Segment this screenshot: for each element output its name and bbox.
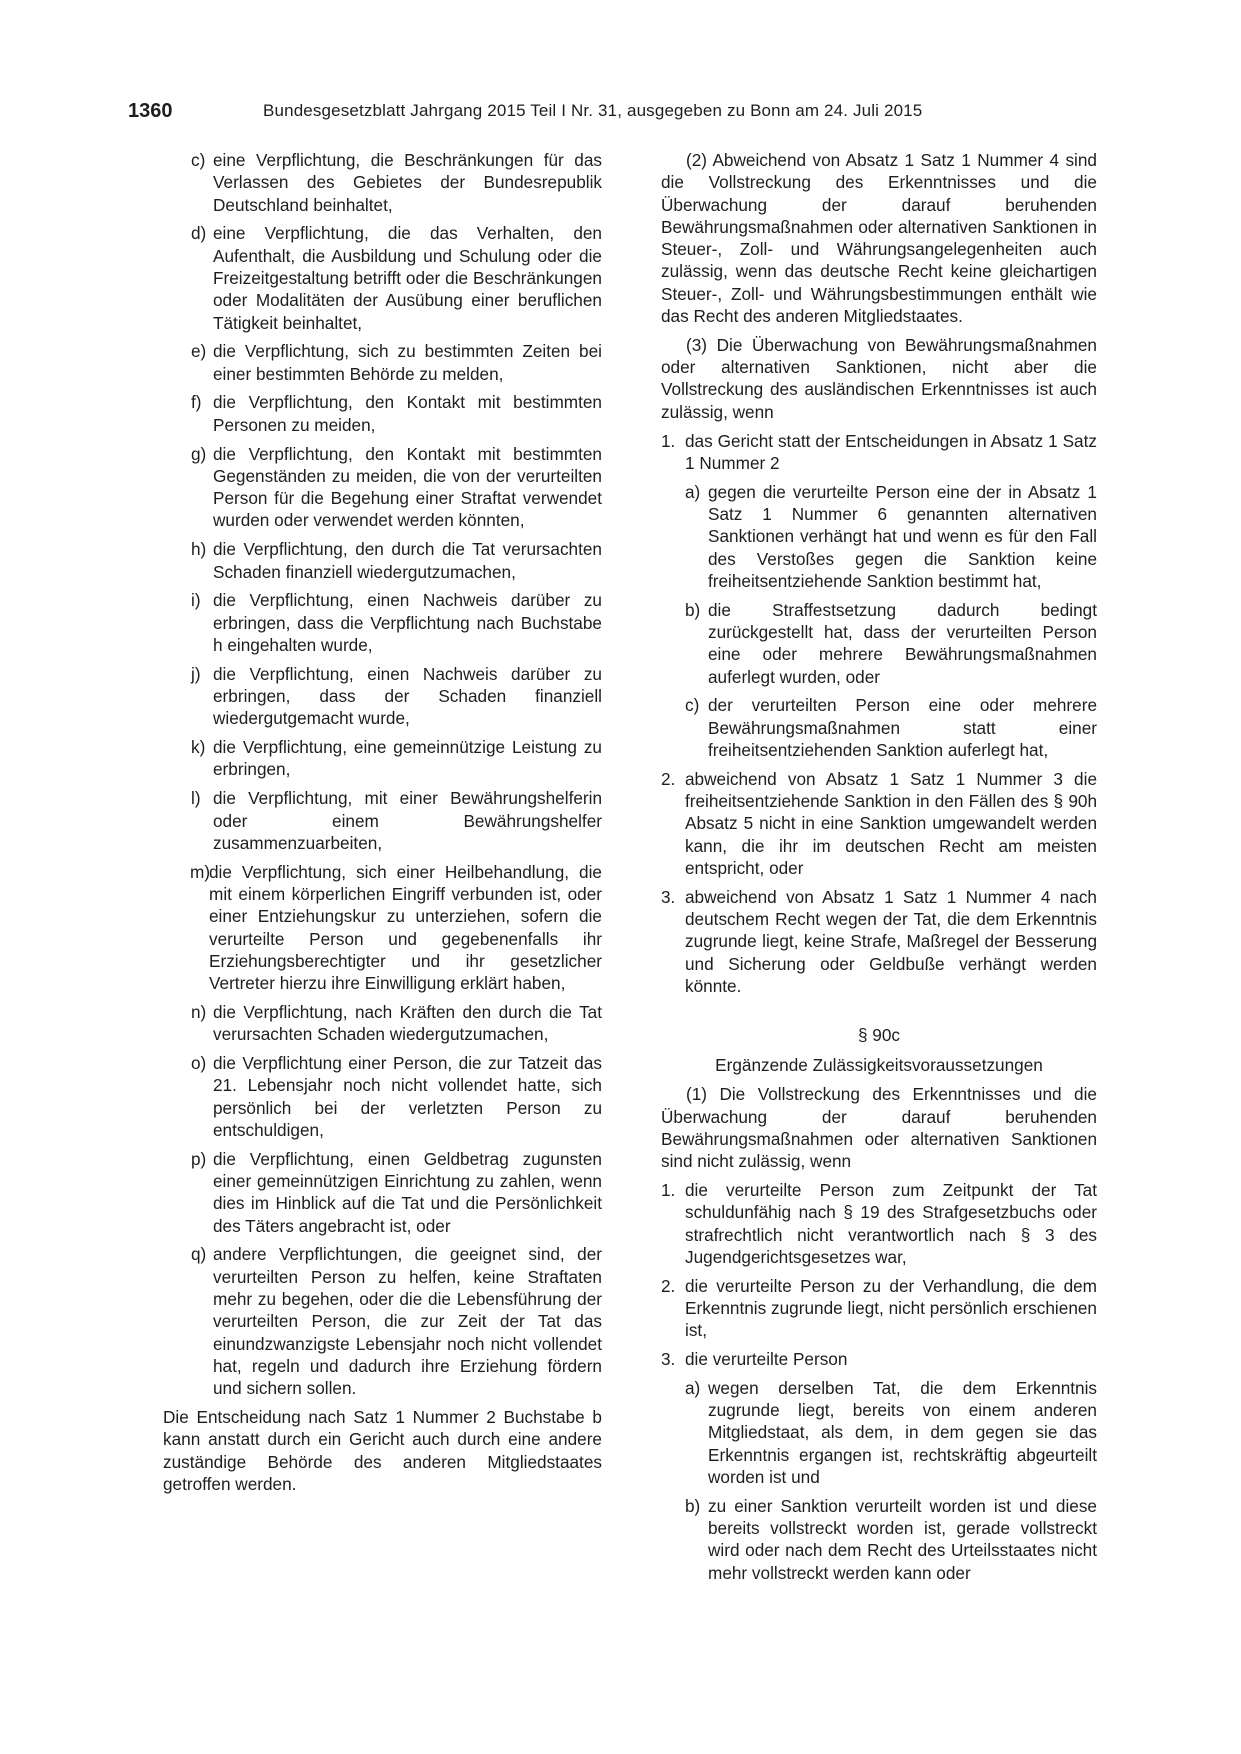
item-text: das Gericht statt der Entscheidungen in Absatz 1 Satz 1 Nummer 2	[685, 430, 1097, 473]
item-text: wegen derselben Tat, die dem Erkenntnis zugrunde liegt, bereits von einem anderen Mitgliedstaat, als dem, in dem gegen sie das Erkenntnis ergangen ist, rechtskräftig abgeurteilt worden ist und	[708, 1377, 1097, 1488]
item-text: die Verpflichtung, den Kontakt mit bestimmten Personen zu meiden,	[213, 392, 602, 435]
list-item	[163, 1243, 602, 1399]
item-text: abweichend von Absatz 1 Satz 1 Nummer 3 die freiheitsentziehende Sanktion in den Fällen des § 90h Absatz 5 nicht in eine Sanktion umgewandelt werden kann, die ihr im deutschen Recht am meisten entspricht, oder	[685, 768, 1097, 878]
item-label: l)	[191, 788, 201, 809]
item-label: c)	[685, 695, 700, 716]
item-text: die Verpflichtung, einen Geldbetrag zugunsten einer gemeinnützigen Einrichtung zu zahlen, wenn dies im Hinblick auf die Tat und die Persönlichkeit des Täters angebracht ist, oder	[213, 1148, 602, 1236]
list-item	[163, 538, 602, 583]
item-text: gegen die verurteilte Person eine der in Absatz 1 Satz 1 Nummer 6 genannten alternativen Sanktionen verhängt hat und wenn es für den Fall des Verstoßes gegen die Sanktion keine freiheitsentziehende Sanktion bestimmt hat,	[708, 481, 1097, 591]
item-text: die Verpflichtung, den Kontakt mit bestimmten Gegenständen zu meiden, die von der verurteilten Person für die Begehung einer Straftat verwendet wurden oder verwendet werden könnten,	[213, 443, 602, 531]
list-item	[163, 663, 602, 730]
numbered-item	[661, 1179, 1097, 1268]
list-item	[163, 589, 602, 656]
list-item	[163, 222, 602, 333]
item-text: die Verpflichtung, mit einer Bewährungshelferin oder einem Bewährungshelfer zusammenzuarbeiten,	[213, 788, 602, 853]
numbered-item	[661, 1348, 1097, 1370]
numbered-item	[661, 430, 1097, 475]
item-label: e)	[191, 341, 207, 362]
page-number: 1360	[128, 100, 173, 122]
item-label: i)	[191, 590, 201, 611]
item-label: b)	[685, 599, 701, 620]
item-label: 2.	[661, 768, 676, 789]
section-title: Ergänzende Zulässigkeitsvoraussetzungen	[715, 1055, 1043, 1076]
numbered-item	[661, 768, 1097, 879]
item-label: 3.	[661, 1349, 676, 1370]
item-text: die Verpflichtung, eine gemeinnützige Leistung zu erbringen,	[213, 737, 602, 780]
sub-item	[661, 694, 1097, 761]
item-text: die verurteilte Person zum Zeitpunkt der Tat schuldunfähig nach § 19 des Strafgesetzbuchs oder strafrechtlich nicht verantwortlich nach § 3 des Jugendgerichtsgesetzes war,	[685, 1179, 1097, 1267]
item-text: die Verpflichtung, den durch die Tat verursachten Schaden finanziell wiedergutzumachen,	[213, 539, 602, 582]
item-text: die Verpflichtung, nach Kräften den durch die Tat verursachten Schaden wiedergutzumachen,	[213, 1001, 602, 1045]
item-text: eine Verpflichtung, die Beschränkungen für das Verlassen des Gebietes der Bundesrepublik Deutschland beinhaltet,	[213, 150, 602, 215]
list-item	[163, 149, 602, 216]
sub-item	[661, 599, 1097, 688]
item-text: andere Verpflichtungen, die geeignet sind, der verurteilten Person zu helfen, keine Straftaten mehr zu begehen, oder die die Lebensführung der verurteilten Person, die zur Zeit der Tat das einundzwanzigste Lebensjahr noch nicht vollendet hat, regeln und dadurch ihre Erziehung fördern und sichern sollen.	[213, 1244, 602, 1399]
item-label: a)	[685, 481, 701, 502]
closing-paragraph: Die Entscheidung nach Satz 1 Nummer 2 Buchstabe b kann anstatt durch ein Gericht auch durch eine andere zuständige Behörde des anderen Mitgliedstaates getroffen werden.	[163, 1406, 602, 1494]
item-label: m)	[190, 861, 211, 882]
item-text: der verurteilten Person eine oder mehrere Bewährungsmaßnahmen statt einer freiheitsentziehenden Sanktion auferlegt hat,	[708, 695, 1097, 760]
section-paragraph-1: (1) Die Vollstreckung des Erkenntnisses und die Überwachung der darauf beruhenden Bewährungsmaßnahmen oder alternativen Sanktionen sind nicht zulässig, wenn	[661, 1084, 1097, 1172]
list-item	[163, 1001, 602, 1046]
list-item	[163, 391, 602, 436]
numbered-item	[661, 1275, 1097, 1342]
sub-item	[661, 1377, 1097, 1488]
item-label: q)	[191, 1244, 207, 1265]
item-label: h)	[191, 539, 207, 560]
item-label: b)	[685, 1495, 701, 1516]
item-text: die verurteilte Person zu der Verhandlung, die dem Erkenntnis zugrunde liegt, nicht persönlich erschienen ist,	[685, 1275, 1097, 1341]
left-column	[163, 149, 602, 1502]
item-label: k)	[191, 737, 206, 758]
item-label: 1.	[661, 1179, 676, 1200]
numbered-item	[661, 886, 1097, 997]
sub-item	[661, 481, 1097, 592]
list-item	[163, 443, 602, 532]
item-text: die Verpflichtung einer Person, die zur Tatzeit das 21. Lebensjahr noch nicht vollendet hatte, sich persönlich bei der verletzten Person zu entschuldigen,	[213, 1052, 602, 1140]
item-label: c)	[191, 150, 206, 170]
item-text: abweichend von Absatz 1 Satz 1 Nummer 4 nach deutschem Recht wegen der Tat, die dem Erkenntnis zugrunde liegt, keine Strafe, Maßregel der Besserung und Sicherung oder Geldbuße verhängt werden könnte.	[685, 886, 1097, 996]
item-label: p)	[191, 1148, 207, 1169]
running-head: Bundesgesetzblatt Jahrgang 2015 Teil I Nr. 31, ausgegeben zu Bonn am 24. Juli 2015	[263, 101, 923, 120]
item-text: die verurteilte Person	[685, 1349, 848, 1370]
list-item	[163, 787, 602, 854]
item-text: zu einer Sanktion verurteilt worden ist und diese bereits vollstreckt worden ist, gerade vollstreckt wird oder nach dem Recht des Urteilsstaates nicht mehr vollstreckt werden kann oder	[708, 1495, 1097, 1583]
item-text: die Verpflichtung, sich zu bestimmten Zeiten bei einer bestimmten Behörde zu melden,	[213, 341, 602, 384]
list-item	[163, 1052, 602, 1141]
item-label: f)	[191, 392, 202, 413]
item-label: 3.	[661, 886, 676, 907]
item-text: die Verpflichtung, sich einer Heilbehandlung, die mit einem körperlichen Eingriff verbunden ist, oder einer Entziehungskur zu unterziehen, sofern die verurteilte Person und gegebenenfalls ihr Erziehungsberechtigter und ihr gesetzlicher Vertreter hierzu ihre Einwilligung erklärt haben,	[209, 861, 602, 994]
item-label: o)	[191, 1052, 207, 1073]
list-item	[163, 340, 602, 385]
item-label: d)	[191, 223, 207, 244]
item-text: eine Verpflichtung, die das Verhalten, den Aufenthalt, die Ausbildung und Schulung oder die Freizeitgestaltung betrifft oder die Beschränkungen oder Modalitäten der Ausübung einer beruflichen Tätigkeit beinhaltet,	[213, 223, 602, 333]
paragraph-2: (2) Abweichend von Absatz 1 Satz 1 Nummer 4 sind die Vollstreckung des Erkenntnisses und die Überwachung der darauf beruhenden Bewährungsmaßnahmen oder alternativen Sanktionen in Steuer-, Zoll- und Währungsangelegenheiten auch zulässig, wenn das deutsche Recht keine gleichartigen Steuer-, Zoll- und Währungsbestimmungen enthält wie das Recht des anderen Mitgliedstaates.	[661, 150, 1097, 327]
item-label: n)	[191, 1001, 207, 1022]
sub-item	[661, 1495, 1097, 1584]
list-item	[163, 736, 602, 781]
item-text: die Verpflichtung, einen Nachweis darüber zu erbringen, dass der Schaden finanziell wiedergutgemacht wurde,	[213, 663, 602, 729]
item-label: g)	[191, 443, 207, 464]
item-text: die Verpflichtung, einen Nachweis darüber zu erbringen, dass die Verpflichtung nach Buchstabe h eingehalten wurde,	[213, 590, 602, 655]
page-header	[128, 99, 1098, 125]
item-label: 1.	[661, 430, 676, 451]
item-label: a)	[685, 1377, 701, 1398]
paragraph-3: (3) Die Überwachung von Bewährungsmaßnahmen oder alternativen Sanktionen, nicht aber die Vollstreckung des ausländischen Erkenntnisses ist auch zulässig, wenn	[661, 334, 1097, 422]
list-item	[163, 1148, 602, 1237]
section-number: § 90c	[857, 1025, 901, 1046]
list-item	[163, 861, 602, 995]
right-column	[661, 149, 1097, 1591]
item-label: 2.	[661, 1275, 676, 1296]
item-text: die Straffestsetzung dadurch bedingt zurückgestellt hat, dass der verurteilten Person eine oder mehrere Bewährungsmaßnahmen auferlegt wurden, oder	[708, 599, 1097, 687]
item-label: j)	[191, 663, 201, 684]
